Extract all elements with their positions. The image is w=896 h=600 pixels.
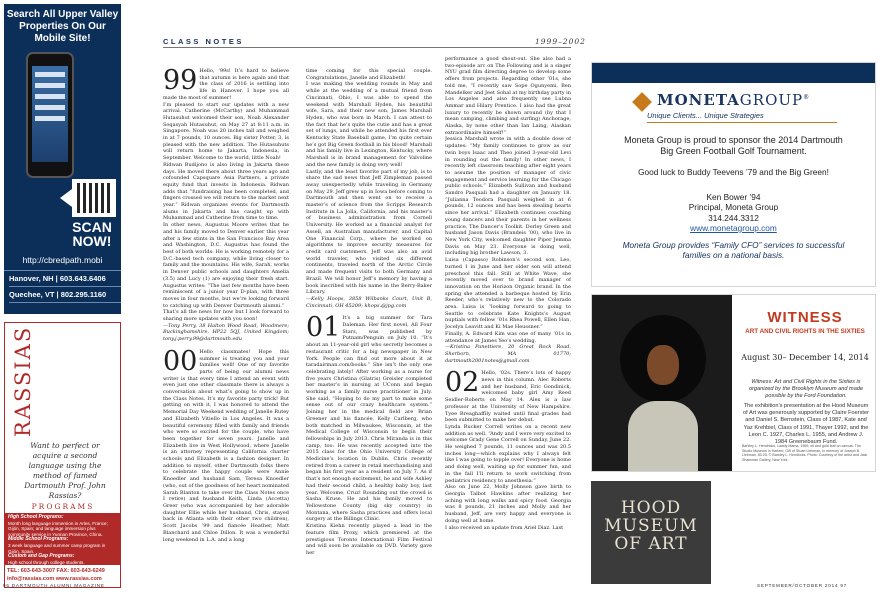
program-item: 3 week language and summer camp program in Gijón, Spain. (8, 542, 106, 554)
office-quechee: Quechee, VT | 802.295.1160 (9, 287, 121, 303)
real-estate-ad-heading: Search All Upper Valley Properties On Our Mobile Site! (6, 9, 119, 44)
program-item: Month long language immersion in Arles, France; Gijón, Spain; and language immersion plus community service in Yunnan Province, China. (8, 520, 108, 537)
moneta-logo-icon (632, 92, 652, 112)
moneta-phone[interactable]: 314.244.3312 (708, 212, 759, 223)
page-footer-right: SEPTEMBER/OCTOBER 2014 97 (757, 583, 848, 588)
exhibition-dates: August 30– December 14, 2014 (741, 353, 869, 362)
program-title: Middle School Programs: (8, 536, 69, 543)
program-item: High school through college students. (8, 559, 85, 565)
qr-code[interactable] (72, 179, 116, 217)
class-year-dropcap: 01 (306, 312, 341, 344)
program-title: High School Programs: (8, 514, 64, 520)
rassias-programs-heading: PROGRAMS (31, 502, 95, 511)
article-column-2 (306, 68, 432, 578)
article-column-1 (163, 68, 289, 578)
program-title: Custom and Gap Programs: (8, 553, 75, 560)
class-note-paragraph: Jessica Marshall wrote in with a double dose of updates: “My family continues to grow as our twin boys Isaac and Theo joined 3-year-old Levi in rounding out the family! In other news, I recently left classroom teaching after eight years to assume the position of manager of civic engagement and service learning for the Chicago public schools.” Elizabeth Sullivan and husband Sandro Pasquali had a daughter on January 18. “Julianna Teodora Pasquali weighed in at 6 pounds, 12 ounces and has been stealing hearts since her arrival.” Elizabeth continues coaching young dancers and their parents in her wellness practice, The Dancer’s Toolkit. Dorley Green and husband Jason Davis (Brandeis ’00), who live in New York City, welcomed daughter Piper Jemma Davis on May 23. Everyone is doing well, including big brother Lawson, 3. (445, 136, 571, 257)
witness-subtitle: ART AND CIVIL RIGHTS IN THE SIXTIES (745, 328, 865, 335)
witness-description (742, 379, 870, 449)
witness-organizer: Witness: Art and Civil Rights in the Sixties is organized by the Brooklyn Museum and made possible by the Ford Foundation. (748, 379, 864, 400)
moneta-good-luck: Good luck to Buddy Teevens ’79 and the Big Green! (638, 167, 829, 177)
class-note-paragraph: Ridwan Budijono is also living in Jakarta these days. He moved there about three years ago and cofounded Capsquare Asia Partners, a private equity fund that invests in Indonesia. Ridwan adds that “fundraising has been completed, and fingers crossed we will return to the market next year.” Ridwan organizes events for Dartmouth alums in Jakarta and has caught up with Muhammad and Catherine from time to time. (163, 161, 289, 222)
real-estate-ad[interactable] (4, 4, 121, 314)
moneta-ad[interactable] (591, 62, 876, 287)
rassias-program-list (5, 513, 120, 565)
class-note-paragraph: time coming for this special couple. Congratulations, Janelle and Elizabeth! (306, 68, 432, 81)
class-year-dropcap: 00 (163, 345, 198, 377)
moneta-contact-name: Ken Bower ’94 (706, 191, 761, 202)
class-note-paragraph: 00 Hello classmates! Hope this summer is treating you and your families well! One of my favorite parts of being our alumni news writer is that every time I attend an event with even just one other classmate there is always a conversation about what’s going to show up in the Class Notes. It’s my favorite party trick! But getting on with it, I was honored to attend the Memorial Day Weekend wedding of Janelle Rutey and Elizabeth Vitiello in Los Angeles. It was a beautiful ceremony filled with family and friends who were so excited for the couple, who have been together for seven years. Janelle and Elizabeth live in West Hollywood, where Janelle is an attorney representing California charter schools and Elizabeth is a fashion designer. In addition to myself, other Dartmouth folks there to celebrate the happy couple were Annie Knoedler and husband Sam, Teresa Knoedler (who, out of the goodness of her heart nominated Sarah Blanton to take over the Class Notes once I retire) and husband Keith, Linda (Accetta) Greer (who was accompanied by her adorable daughter Ellie while her husband, Chris, stayed back in Atlanta with their other two children), Scott Jacobs ’99 and fiancée Heather, Matt Blanchard and Chloe Dillon. It was a wonderful long weekend in L.A. and a long (163, 345, 289, 543)
moneta-footer-text: Moneta Group provides “Family CFO” services to successful families on a national basis. (622, 239, 845, 260)
class-note-paragraph: In other news, Augustus Moore writes that he and his family moved to Denver earlier this year after a few stints in the San Francisco Bay Area and Washington, D.C. Augustus has found the best of both worlds: He is working remotely for a D.C.-based tech company, while living closer to family and the mountains. His wife, Sarah, works in Denver public schools and daughters Amelia (3.5) and Lucy (1) are enjoying their fresh start. Augustus writes: “The last few months have been reminiscent of a junior year D-plan, with three moves in four months, but we’re looking forward to catching up with Denver Dartmouth alumni.” (163, 222, 289, 309)
lawdy-mama-painting (592, 295, 732, 471)
rassias-logo: RASSIAS (11, 325, 35, 437)
page-footer-left: 96 DARTMOUTH ALUMNI MAGAZINE (3, 583, 105, 588)
mobile-site-url[interactable]: http://cbredpath.mobi (22, 255, 103, 265)
moneta-sponsor-text: Moneta Group is proud to sponsor the 2014 Dartmouth Big Green Football Golf Tournament. (624, 135, 843, 156)
class-note-paragraph: I’m pleased to start our updates with a new arrival. Catherine (McCarthy) and Muhammad Hutasuhut welcomed their son, Noah Alexander Soqasyah Hutasuhut, on May 27 at 8:11 a.m. in Singapore. Noah was 20 inches tall and weighed in at 7 pounds, 10 ounces. Big sister Potter, 3, is pleased with the new addition. The Hutasuhuts will return home to Jakarta, Indonesia, in September. Welcome to the world, little Noah! (163, 101, 289, 162)
moneta-contact-title: Principal, Moneta Group (688, 202, 779, 212)
class-note-signature: —Tony Perry, 38 Halton Wood Road, Woodmere; Buckinghamshire, HP22 5QJ, United Kingdom; tony.j.perry.99@dartmouth.edu (163, 322, 289, 343)
scan-now-label: SCAN NOW! (72, 219, 112, 249)
smartphone-image (26, 52, 74, 178)
class-note-paragraph: Also on June 22, Molly Johnson gave birth to Georgia Talbot Hawkins after realizing her aching with long walks and spicy food. Georgia was 8 pounds, 21 inches and Molly and her husband, Jeff, are very happy and everyone is doing well at home. (445, 484, 571, 524)
witness-sponsors: The exhibition’s presentation at the Hood Museum of Art was generously supported by Claire Foerster and Daniel S. Bernstein, Class of 1987, Kate and Yaz Krehbiel, Class of 1991, Thayer 1992, and the Leon C. 1927, Charles L. 1955, and Andrew J. 1984 Greenebaum Fund. (743, 403, 869, 445)
header-divider (163, 47, 571, 48)
moneta-logo: MONETAGROUP® (657, 91, 811, 109)
witness-title: WITNESS (767, 309, 843, 326)
class-note-paragraph: I was making the wedding rounds in May and while at the wedding of a mutual friend from Cincinnati, Ohio, I was able to spend the weekend with Marshall Hyden, his beautiful wife, Sara, and their new son, James Marshall Hyden, who was born in March. I can attest to the fact that he’s quite the cutie and has a great set of lungs, and while he attended his first ever Kentucky State Baseball game, I’m quite certain he’s got Big Green football in his blood! Marshall and his family live in Lexington, Kentucky, where Marshall is in brand management for Valvoline and the new family is doing very well! (306, 81, 432, 168)
left-ad-column (0, 0, 123, 592)
class-note-paragraph: Finally, A. Edward Kim was one of many ’01s in attendance at James Yeo’s wedding. (445, 330, 571, 344)
office-hanover: Hanover, NH | 603.643.6406 (9, 271, 121, 287)
class-note-signature: —Kelly Hoops, 3858 Wilbanks Court, Unit B, Cincinnati, OH 45209; khops.@jpg.com (306, 295, 432, 309)
class-note-paragraph: Luisa (Capasso) Robinson’s second son, Leo, turned 1 in June and her older son will attend preschool this fall. Still at White Wave, she recently moved over to brand manager of innovation on the Horizon Organic brand. In the spring she attended a barbeque hosted by Erin Reeder, who’s relatively new to the Colorado area. Luisa is “looking forward to going to Seattle to celebrate Kate Knights’s August nuptials with fellow ’01s Rhea Powell, Ellen Han, Jocelyn Leavitt and Ki Mae Heussner.” (445, 257, 571, 331)
class-note-paragraph: That’s all the news for now but I look forward to sharing more updates with you soon! (163, 309, 289, 323)
qr-code-icon (77, 183, 111, 213)
witness-exhibition-ad[interactable] (591, 294, 876, 472)
rassias-tagline: Want to perfect or acquire a second language using the method of famed Dartmouth Prof. John Rassias? (24, 441, 106, 500)
article-column-3 (445, 56, 571, 580)
class-note-paragraph: performance a good shout-out. She also had a two-episode arc on The Following and is a singer NYU grad film directing degree to develop some offers from projects. Regarding other ’01s, she told me, “I recently saw Sope Ogunyemi, Ben Mandelker and Jeet Sohal at my birthday party in Los Angeles and also frequently see Lubna Ammar and Hilary Prentice. I also had the great luxury to recently be shown around (by that I mean camping, climbing and surfing) Anchorage, Alaska, by none other than Ian Laing, Alaskan extraordinaire himself!” (445, 56, 571, 136)
class-year-dropcap: 02 (445, 367, 480, 399)
class-note-paragraph: Lynda Rucker Correll writes on a recent new addition as well. “Andy and I were very excited to welcome Grady Gene Correll on Sunday, June 22. He weighed 7 pounds, 11 ounces and was 20.5 inches long—which explains why I always felt like I was going to topple over! Everyone is home and doing well, waiting up for summer fun, and in the fall I’ll return to work switching from pediatrics residency to anesthesia.” (445, 423, 571, 484)
class-note-paragraph: 99 Hello, ’99s! It’s hard to believe that autumn is here again and that the class of 2016 is settling into life in Hanover. I hope you all made the most of summer! (163, 68, 289, 101)
moneta-website-link[interactable]: www.monetagroup.com (690, 223, 777, 233)
class-note-paragraph: 01 It’s a big summer for Tara Daleman. Her first novel, All Four Stars, was published by Putnam/Penguin on July 10. “It’s about an 11-year-old girl who secretly becomes a restaurant critic for a big newspaper in New York. People can find out more about it at taradairman.com/books.” She isn’t the only one celebrating lately! After working as a nurse for five years Christina (Glatris) Greisler completed her master’s in nursing at UConn and began working as a family nurse practitioner in July. She said, “Hoping to do my part to make some sense out of our crazy healthcare system.” Joining her in the medical field are Brian Greener and his fiancée, Kelly Carlberg, who both matched in Milwaukee, Wisconsin, at the Medical College of Wisconsin to begin their fellowships in July 2013. Chris Miranda is in this camp, too: He was recently accepted into the 2015 class for the Ohio University College of Medicine’s location in Dublin. Chris recently retired from a career in retail merchandising and began his first year as a resident on July 7. As if that’s not enough excitement, he and wife Ashley had their second child, a healthy baby boy, last year. Welcome, Cruz! Rounding out the crowd is Sasha Kruse. He and his family moved to Yellowstone County (big sky country) in Montana, where Sasha practices and offers local surgery at the Billings Clinic. (306, 312, 432, 523)
office-locations (4, 270, 121, 303)
class-year-dropcap: 99 (163, 68, 198, 96)
rassias-contact[interactable]: TEL: 603-643-3007 FAX: 603-643-6249 info@rassias.com www.rassias.com (7, 568, 105, 582)
rassias-ad[interactable] (4, 322, 121, 588)
class-note-paragraph: 02 Hello, ’02s. There’s lots of happy news in this column. Alec Roberts and her husband, Eric Gondinick, welcomed baby girl Amy Reed Seidler-Roberts on May 14. Alex is a law professor at the University of New Hampshire. Tyee Breaghaffily waited until final grades had been submitted to make her debut. (445, 367, 571, 424)
class-note-paragraph: I also received an update from Ariel Diaz. Last (445, 524, 564, 531)
class-note-paragraph: Kristina Kiehn recently played a lead in the feature film Proxy, which premiered at the prestigious Toronto International Film Festival and will soon be available on DVD. Variety gave her (306, 523, 432, 556)
moneta-header-bar (592, 63, 875, 83)
class-note-signature: —Kristina Panettiere, 20 Great Rock Road, Sherborn, MA 01770; dartmouth2001notes@gmail.com (445, 344, 571, 364)
hood-museum-logo[interactable]: HOOD MUSEUM OF ART (591, 481, 711, 584)
section-title: CLASS NOTES (163, 37, 244, 46)
painting-caption: Barkley L. Hendricks, Lawdy Mama, 1969, oil and gold leaf on canvas. The Studio Museum in Harlem; Gift of Stuart Liebman, in memory of Joseph B. Liebman, 83.25. © Barkley L. Hendricks. Photo: Courtesy of the artist and Jack Shainman Gallery, New York. (742, 444, 868, 462)
moneta-divider (647, 122, 837, 123)
moneta-tagline: Unique Clients... Unique Strategies (647, 111, 764, 120)
moneta-body (592, 135, 875, 261)
class-note-paragraph: Lastly, and the least favorite part of my job, is to share the sad news that Jeff Zimpleman passed away unexpectedly while traveling in Germany on May 29. Jeff grew up in Iowa before coming to Dartmouth and then went on to receive a master’s of science from the Scripps Research Institute in La Jolla, California, and his master’s of business administration from Cornell University. He worked as a financial analyst for Assell, an Australian manufacturer, and Capital One Financial Corp., where he worked on algorithms to improve security measures for credit card customers. Jeff was also an avid world traveler, who visited six different continents, traveled north of the Arctic Circle and made frequent visits to both Germany and Brazil. We will honor Jeff’s memory by having a book inscribed with his name in the Berry-Baker Library. (306, 168, 432, 296)
class-years: 1999–2002 (535, 37, 586, 46)
